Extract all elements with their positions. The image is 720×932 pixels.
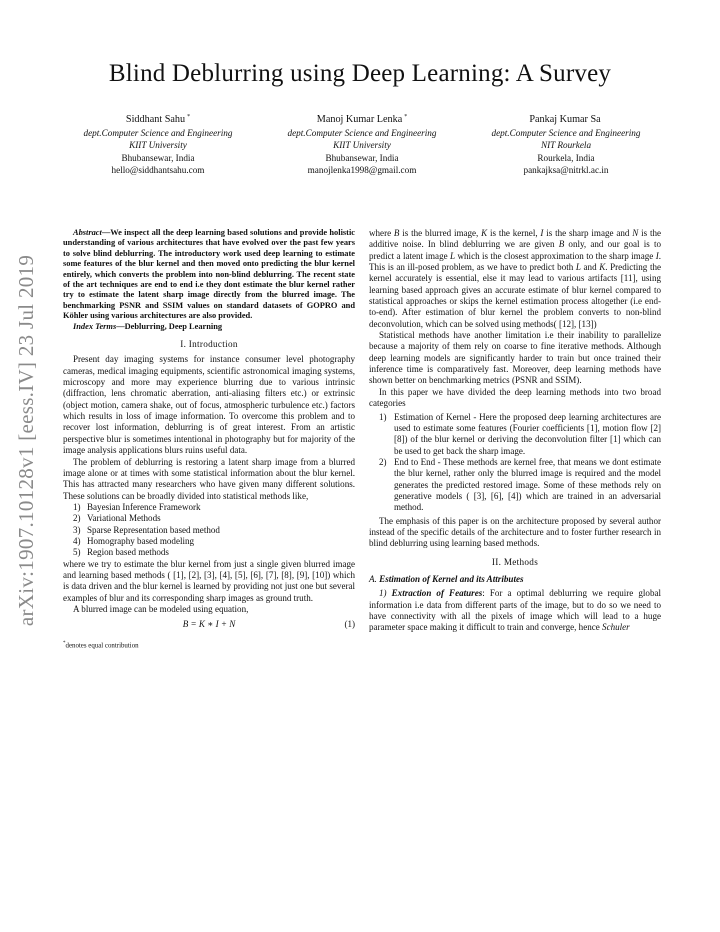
author-dept: dept.Computer Science and Engineering	[491, 128, 641, 139]
section-heading-introduction: I. Introduction	[180, 339, 238, 350]
list-item: 5) Region based methods	[73, 547, 169, 558]
intro-paragraph-1: Present day imaging systems for instance consumer level photography cameras, medical imaging equipments, scientific astronomical imaging systems, microscopy and more may experience blurring due to various intrinsic (diffraction, lens chromatic aberration, anti-aliasing filters etc.) or extrinsic (object motion, camera shake, out of focus, atmospheric turbulence etc.) factors which results in loss of image information. To overcome this problem and to recover lost information, deblurring is of great interest. From an artistic perspective blur is sometimes intentional in photography but for majority of the image analysis applications blurs ruins useful data.	[63, 354, 355, 456]
list-item: 2) End to End - These methods are kernel free, that means we dont estimate the blur kernel, rather only the blurred image is required and the model generates the predicted restored image. Some of these methods rely on generative models ( [3], [6], [4]) which are trained in an adversarial method.	[379, 456, 661, 513]
section-heading-methods: II. Methods	[491, 556, 539, 567]
list-item: 2) Variational Methods	[73, 513, 161, 524]
extraction-features-paragraph: 1) Extraction of Features: For a optimal deblurring we require global information i.e data from different parts of the image, but to do so we need to have connectivity with all the pixels of image which will lead to a huge parameter space making it difficult to train and converge, hence Schuler	[369, 588, 661, 633]
list-item: 4) Homography based modeling	[73, 535, 195, 546]
intro-paragraph-4: A blurred image can be modeled using equation,	[73, 603, 249, 614]
statistical-limitation-paragraph: Statistical methods have another limitation i.e their inability to parallelize because a majority of them rely on coarse to fine iterative methods. Although deep learning models are significantly harder to train but once trained their inference time is comparatively fast. Moreover, deep learning methods have shown better on benchmarking metrics (PSNR and SSIM).	[369, 330, 661, 386]
emphasis-paragraph: The emphasis of this paper is on the architecture proposed by several author instead of the specific details of the architecture and to foster further research in blind deblurring using learning based methods.	[369, 515, 661, 549]
subsection-heading-a: A. Estimation of Kernel and its Attributes	[369, 573, 524, 584]
index-terms: Index Terms—Deblurring, Deep Learning	[73, 321, 223, 331]
equation-1	[63, 619, 355, 630]
arxiv-identifier: arXiv:1907.10128v1 [eess.IV] 23 Jul 2019	[14, 254, 39, 626]
statistical-methods-list	[63, 502, 355, 559]
author-institution: KIIT University	[333, 140, 391, 151]
categories-intro-paragraph: In this paper we have divided the deep learning methods into two broad categories	[369, 386, 661, 409]
intro-paragraph-2: The problem of deblurring is restoring a latent sharp image from a blurred image alone or at times with some statistical information about the blur kernel. This has attracted many researchers who have given many different solutions. These solutions can be broadly divided into statistical methods like,	[63, 456, 355, 501]
author-city: Rourkela, India	[537, 152, 595, 163]
author-dept: dept.Computer Science and Engineering	[287, 128, 437, 139]
author-institution: KIIT University	[129, 140, 187, 151]
equation-body: B = K ∗ I + N	[182, 619, 236, 630]
author-2	[260, 111, 464, 176]
author-block	[56, 111, 668, 176]
author-city: Bhubansewar, India	[121, 152, 195, 163]
right-column	[369, 228, 661, 634]
model-explanation-paragraph: where B is the blurred image, K is the kernel, I is the sharp image and N is the additive noise. In blind deblurring we are given B only, and our goal is to predict a latent image L which is the closest approximation to the sharp image I. This is an ill-posed problem, as we have to predict both L and K. Predicting the kernel accurately is essential, else it may lead to various artifacts [11], using learning based approach gives an accurate estimate of blur kernel compared to statistical approaches or skips the kernel estimation process altogether (i.e end-to-end). After estimation of blur kernel the problem converts to non-blind deconvolution, which can be solved using methods( [12], [13])	[369, 228, 661, 329]
list-item: 1) Estimation of Kernel - Here the proposed deep learning architectures are used to estimate some features (Fourier coefficients [1], motion flow [2] [8]) of the blur kernel or deriving the deconvolution filter [1] which can be used to get back the sharp image.	[379, 411, 661, 456]
abstract: Abstract—We inspect all the deep learning based solutions and provide holistic understanding of various architectures that have evolved over the past few years to solve blind deblurring. The introductory work used deep learning to estimate some features of the blur kernel and then moved onto predicting the blur kernel entirely, which converts the problem into non-blind deblurring. The recent state of the art techniques are end to end i.e they dont estimate the blur kernel rather try to estimate the latent sharp image directly from the blurred image. The benchmarking PSNR and SSIM values on standard datasets of GOPRO and Köhler using various architectures are also provided.	[63, 228, 355, 321]
equation-number: (1)	[344, 619, 355, 630]
list-item: 1) Bayesian Inference Framework	[73, 501, 201, 512]
author-email: manojlenka1998@gmail.com	[307, 164, 417, 175]
author-institution: NIT Rourkela	[540, 140, 592, 151]
author-email: pankajksa@nitrkl.ac.in	[523, 164, 609, 175]
author-email: hello@siddhantsahu.com	[111, 164, 205, 175]
intro-paragraph-3: where we try to estimate the blur kernel from just a single given blurred image and learning based methods ( [1], [2], [3], [4], [5], [6], [7], [8], [9], [10]) which is data driven and the blur kernel is learned by providing not just one but several examples of blur and its corresponding sharp images as ground truth.	[63, 558, 355, 603]
author-dept: dept.Computer Science and Engineering	[83, 128, 233, 139]
author-name: Pankaj Kumar Sa	[529, 114, 601, 125]
footnote: *denotes equal contribution	[63, 640, 139, 649]
author-1	[56, 111, 260, 176]
author-3	[464, 111, 668, 176]
arxiv-side-stamp	[10, 230, 44, 650]
author-name: Manoj Kumar Lenka *	[316, 114, 408, 125]
author-city: Bhubansewar, India	[325, 152, 399, 163]
list-item: 3) Sparse Representation based method	[73, 524, 220, 535]
method-categories-list	[369, 412, 661, 514]
paper-title: Blind Deblurring using Deep Learning: A Survey	[108, 60, 612, 87]
author-name: Siddhant Sahu *	[125, 114, 191, 125]
left-column	[63, 228, 355, 650]
